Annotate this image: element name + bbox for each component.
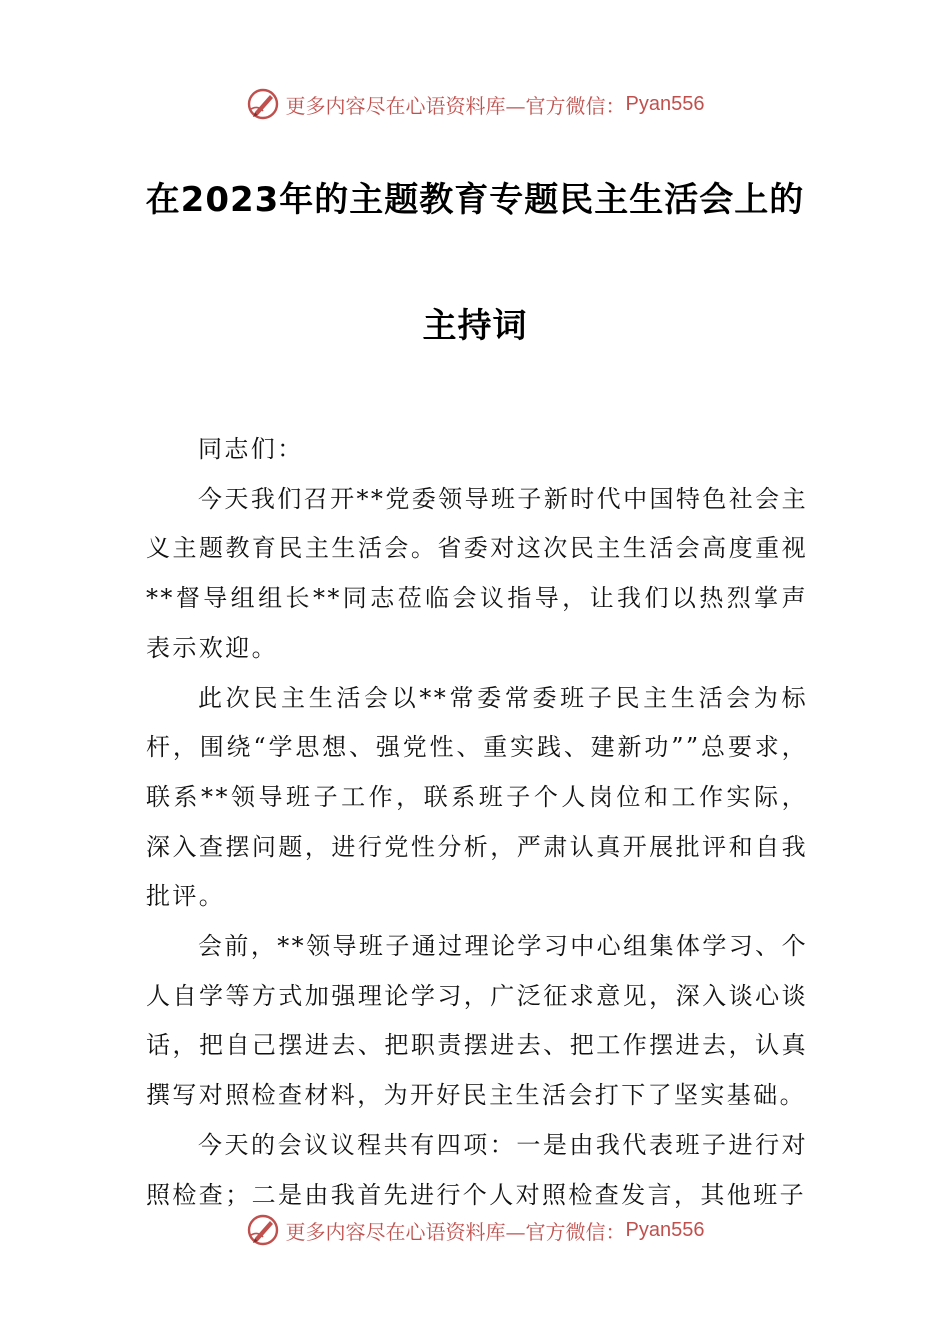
watermark-wechat-id: Pyan556 xyxy=(625,92,705,115)
paragraph: 今天我们召开**党委领导班子新时代中国特色社会主义主题教育民主生活会。省委对这次民主生活会高度重视**督导组组长**同志莅临会议指导，让我们以热烈掌声表示欢迎。 xyxy=(146,484,808,662)
paragraph: 会前，**领导班子通过理论学习中心组集体学习、个人自学等方式加强理论学习，广泛征求意见，深入谈心谈话，把自己摆进去、把职责摆进去、把工作摆进去，认真撰写对照检查材料，为开好民主生活会打下了坚实基础。 xyxy=(146,932,808,1110)
footer-watermark xyxy=(0,1210,950,1250)
document-body xyxy=(146,425,808,1220)
paragraph: 今天的会议议程共有四项：一是由我代表班子进行对照检查；二是由我首先进行个人对照检查发言，其他班子 xyxy=(146,1130,808,1209)
header-watermark xyxy=(0,84,950,124)
paragraph: 此次民主生活会以**常委常委班子民主生活会为标杆，围绕“学思想、强党性、重实践、建新功””总要求，联系**领导班子工作，联系班子个人岗位和工作实际，深入查摆问题，进行党性分析，严肃认真开展批评和自我批评。 xyxy=(146,683,808,911)
paragraph-salutation: 同志们： xyxy=(198,435,304,463)
watermark-text: 更多内容尽在心语资料库—官方微信： xyxy=(285,1219,626,1244)
pen-logo-icon xyxy=(246,1213,280,1247)
document-title-line2: 主持词 xyxy=(422,306,528,346)
document-title-line1: 在2023年的主题教育专题民主生活会上的 xyxy=(145,180,805,220)
watermark-wechat-id: Pyan556 xyxy=(625,1218,705,1241)
watermark-text: 更多内容尽在心语资料库—官方微信： xyxy=(285,93,626,118)
pen-logo-icon xyxy=(246,87,280,121)
